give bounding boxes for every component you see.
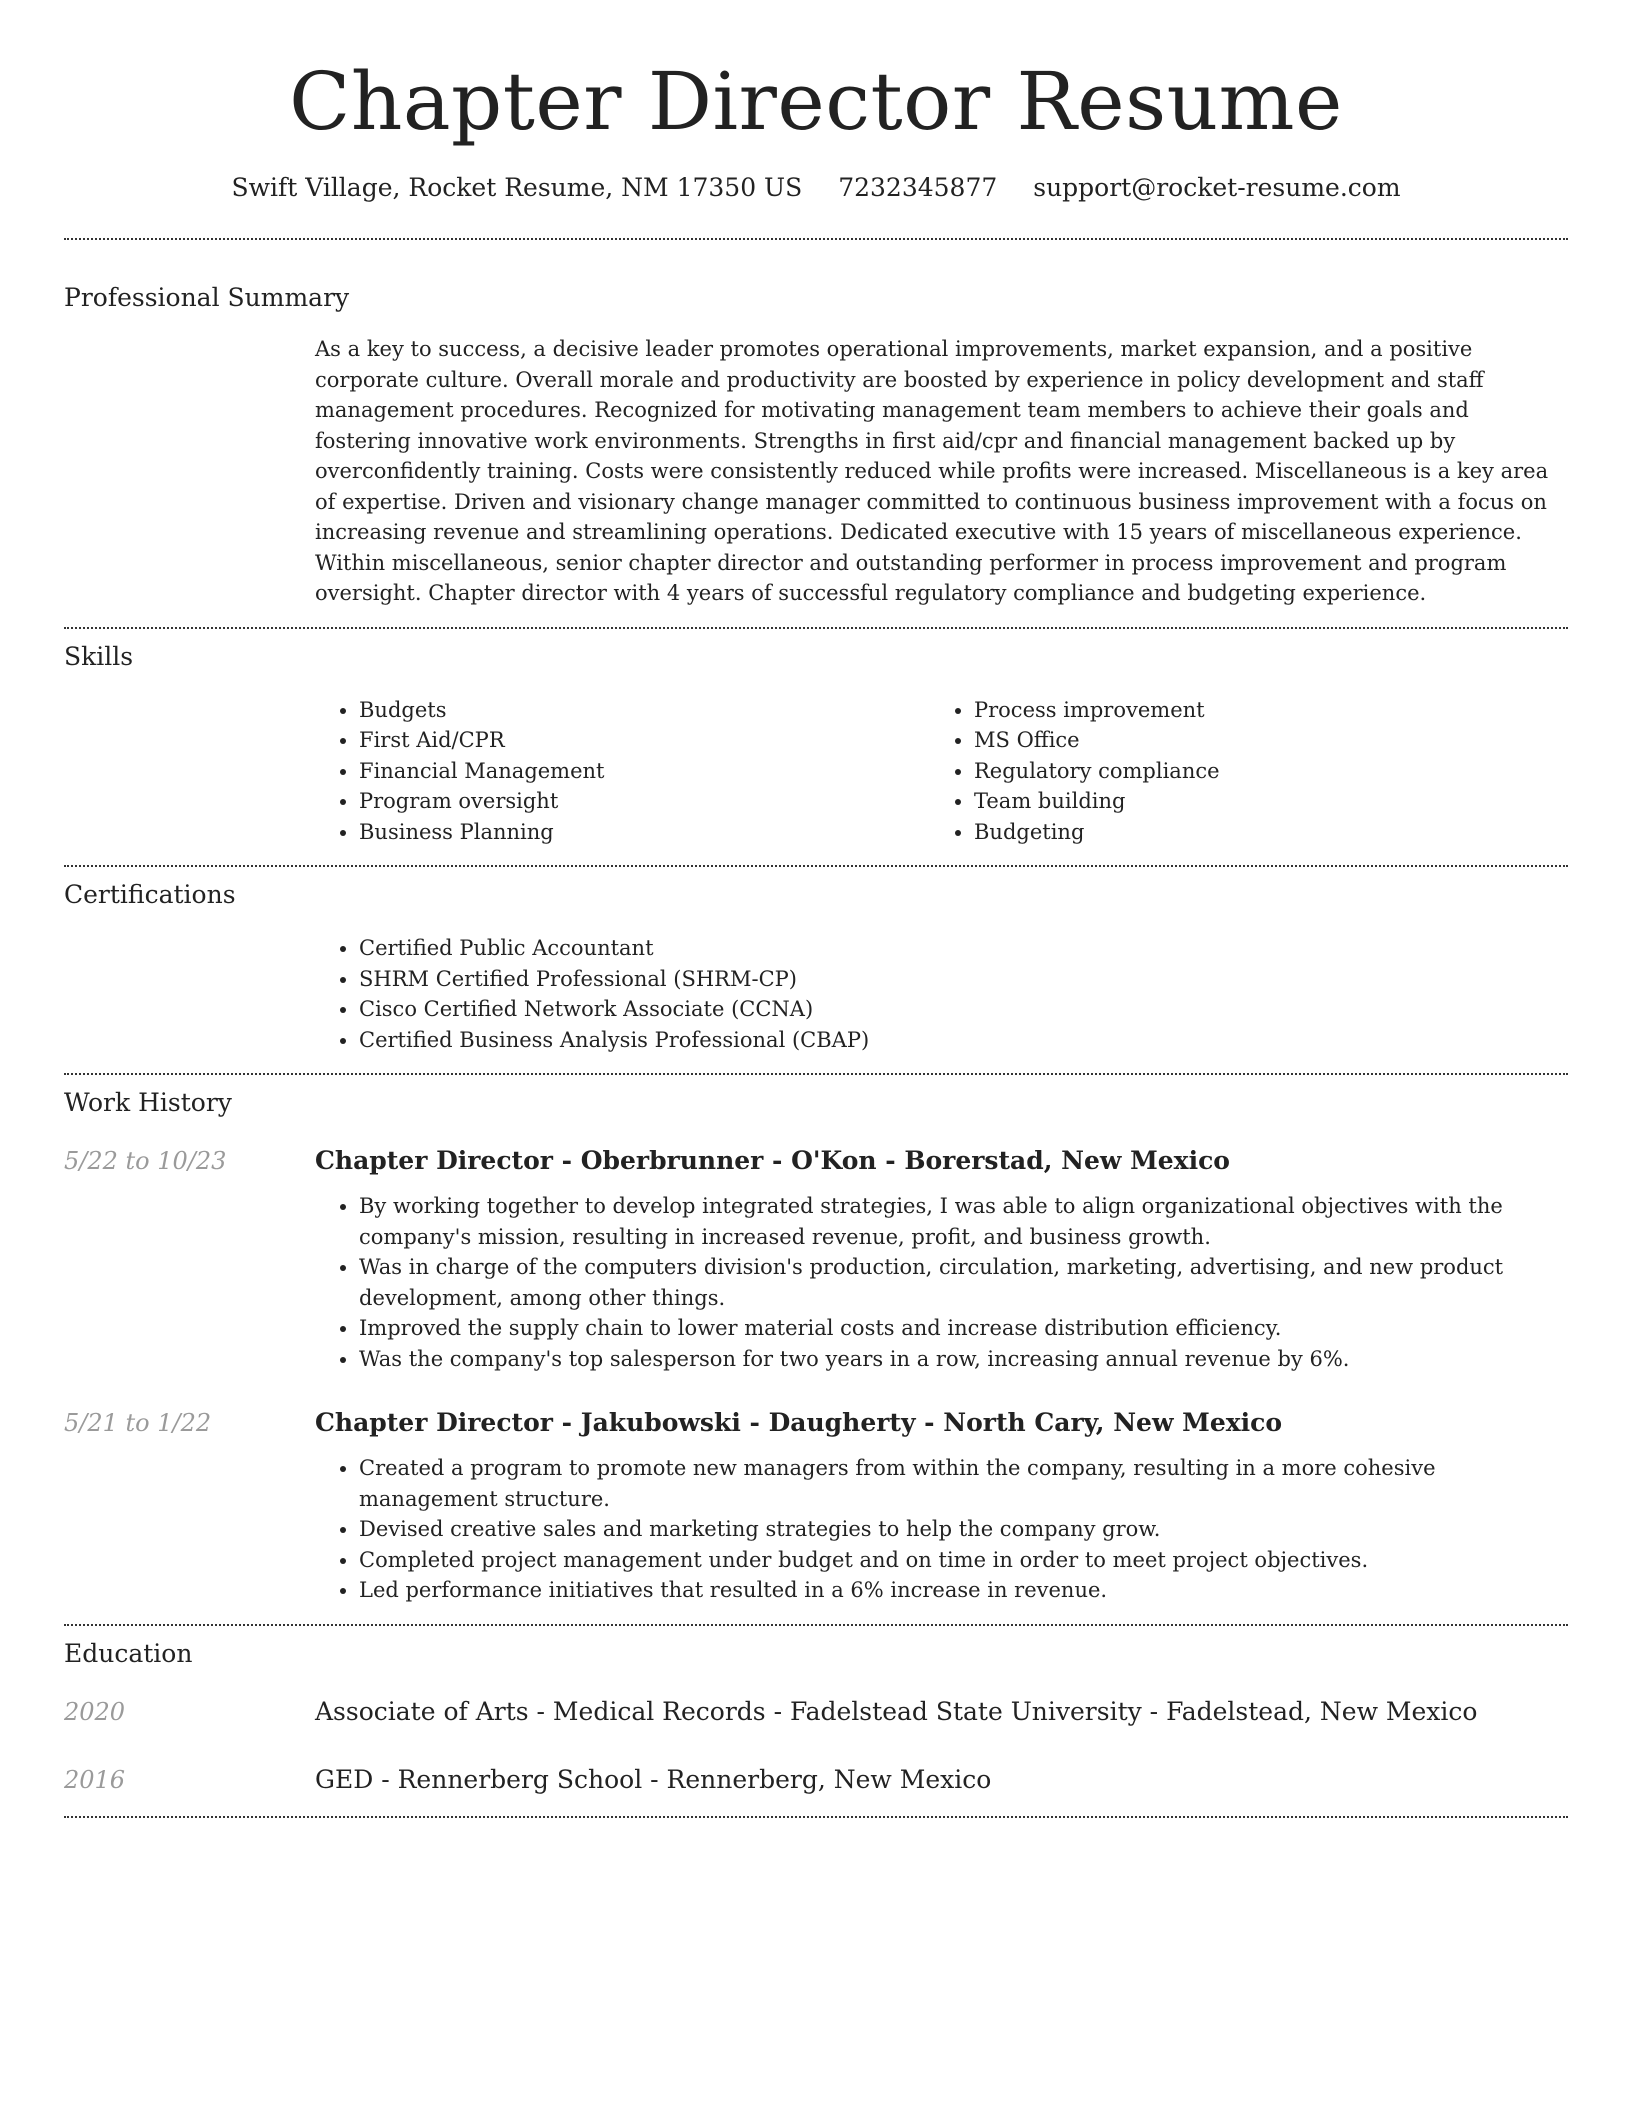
skill-item: • Budgeting: [974, 817, 1545, 848]
summary-section: [64, 282, 1568, 609]
contact-line: [64, 172, 1568, 204]
skill-item: • Program oversight: [359, 786, 930, 817]
summary-heading: Professional Summary: [64, 283, 350, 312]
job-title: Chapter Director - Jakubowski - Daugherty - North Cary, New Mexico: [315, 1408, 1283, 1437]
certifications-section: [64, 879, 1568, 1055]
education-text: GED - Rennerberg School - Rennerberg, New Mexico: [315, 1764, 992, 1794]
job-title: Chapter Director - Oberbrunner - O'Kon - Borerstad, New Mexico: [315, 1146, 1230, 1175]
job-date: 5/22 to 10/23: [64, 1147, 227, 1175]
divider: [64, 238, 1568, 240]
divider: [64, 865, 1568, 867]
job-bullet: • By working together to develop integrated strategies, I was able to align organizational objectives with the company's mission, resulting in increased revenue, profit, and business growth.: [359, 1191, 1568, 1252]
divider: [64, 1624, 1568, 1626]
skills-heading: Skills: [64, 641, 134, 671]
skill-item: • Business Planning: [359, 817, 930, 848]
certifications-list: [315, 933, 1568, 1055]
education-section: [64, 1638, 1568, 1796]
resume-page: [64, 0, 1568, 1818]
skills-list-left: [315, 695, 930, 848]
education-date: 2016: [64, 1765, 126, 1794]
summary-text: As a key to success, a decisive leader promotes operational improvements, market expansion, and a positive corporate culture. Overall morale and productivity are boosted by experience in policy development and staff management procedures. Recognized for motivating management team members to achieve their goals and fostering innovative work environments. Strengths in first aid/cpr and financial management backed up by overconfidently training. Costs were consistently reduced while profits were increased. Miscellaneous is a key area of expertise. Driven and visionary change manager committed to continuous business improvement with a focus on increasing revenue and streamlining operations. Dedicated executive with 15 years of miscellaneous experience. Within miscellaneous, senior chapter director and outstanding performer in process improvement and program oversight. Chapter director with 4 years of successful regulatory compliance and budgeting experience.: [315, 337, 1549, 605]
job-bullets: [315, 1453, 1568, 1606]
divider: [64, 627, 1568, 629]
education-entry: [64, 1764, 1568, 1796]
job-bullets: [315, 1191, 1568, 1374]
certification-item: • SHRM Certified Professional (SHRM-CP): [359, 964, 1568, 995]
job-bullet: • Created a program to promote new managers from within the company, resulting in a more cohesive management structure.: [359, 1453, 1568, 1514]
skill-item: • Process improvement: [974, 695, 1545, 726]
job-bullet: • Was the company's top salesperson for two years in a row, increasing annual revenue by 6%.: [359, 1344, 1568, 1375]
job-date: 5/21 to 1/22: [64, 1409, 212, 1437]
skill-item: • First Aid/CPR: [359, 725, 930, 756]
job-bullet: • Completed project management under budget and on time in order to meet project objectives.: [359, 1545, 1568, 1576]
certification-item: • Certified Business Analysis Professional (CBAP): [359, 1025, 1568, 1056]
skill-item: • Team building: [974, 786, 1545, 817]
job-bullet: • Devised creative sales and marketing strategies to help the company grow.: [359, 1514, 1568, 1545]
skill-item: • Financial Management: [359, 756, 930, 787]
job-bullet: • Was in charge of the computers division's production, circulation, marketing, advertising, and new product development, among other things.: [359, 1252, 1568, 1313]
divider: [64, 1816, 1568, 1818]
contact-phone: 7232345877: [838, 173, 998, 202]
education-text: Associate of Arts - Medical Records - Fadelstead State University - Fadelstead, New Mexico: [315, 1696, 1478, 1726]
education-entry: [64, 1696, 1568, 1728]
certification-item: • Cisco Certified Network Associate (CCNA): [359, 994, 1568, 1025]
skills-section: [64, 641, 1568, 848]
certifications-heading: Certifications: [64, 880, 236, 909]
contact-address: Swift Village, Rocket Resume, NM 17350 US: [231, 173, 803, 202]
skills-list-right: [930, 695, 1545, 848]
job-bullet: • Led performance initiatives that resulted in a 6% increase in revenue.: [359, 1575, 1568, 1606]
skill-item: • MS Office: [974, 725, 1545, 756]
job-entry: [64, 1145, 1568, 1374]
education-date: 2020: [64, 1697, 126, 1726]
contact-email: support@rocket-resume.com: [1033, 173, 1401, 202]
job-entry: [64, 1407, 1568, 1606]
job-bullet: • Improved the supply chain to lower material costs and increase distribution efficiency.: [359, 1313, 1568, 1344]
divider: [64, 1073, 1568, 1075]
work-heading: Work History: [64, 1088, 232, 1117]
work-section: [64, 1087, 1568, 1606]
skill-item: • Budgets: [359, 695, 930, 726]
resume-title: Chapter Director Resume: [289, 55, 1343, 148]
skill-item: • Regulatory compliance: [974, 756, 1545, 787]
education-heading: Education: [64, 1638, 193, 1668]
certification-item: • Certified Public Accountant: [359, 933, 1568, 964]
